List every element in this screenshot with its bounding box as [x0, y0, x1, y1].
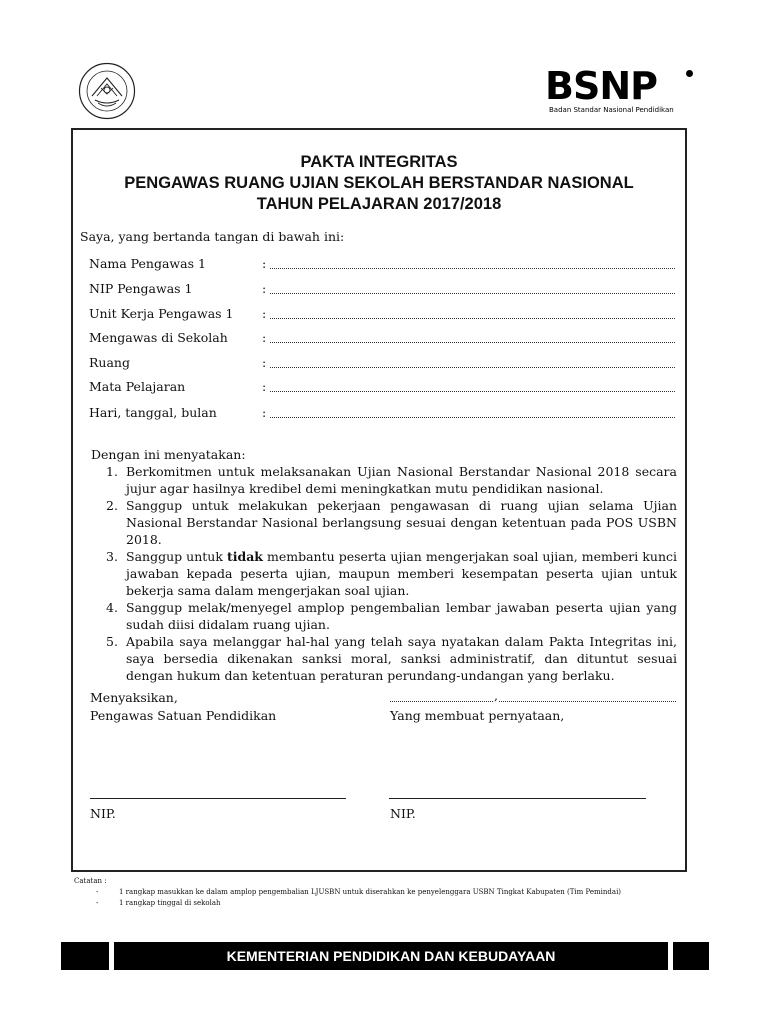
list-item	[91, 463, 677, 497]
list-item-number: 4.	[106, 600, 118, 615]
bsnp-logo-subtitle: Badan Standar Nasional Pendidikan	[549, 106, 674, 114]
maker-nip-label: NIP.	[390, 806, 416, 821]
list-item-text: Apabila saya melanggar hal-hal yang telah saya nyatakan dalam Pakta Integritas ini, saya bersedia dikenakan sanksi moral, sanksi administratif, dan dituntut sesuai dengan hukum dan ketentuan peraturan perundang-undangan yang berlaku.	[126, 634, 677, 683]
list-item-number: 3.	[106, 549, 118, 564]
witness-role: Pengawas Satuan Pendidikan	[90, 708, 277, 723]
list-item-number: 2.	[106, 498, 118, 513]
document-title	[71, 152, 687, 215]
notes-heading: Catatan :	[74, 877, 107, 885]
statement-list	[91, 463, 677, 684]
field-input-line[interactable]	[270, 417, 675, 418]
list-item-text: Sanggup melak/menyegel amplop pengembalian lembar jawaban peserta ujian yang sudah diisi didalam ruang ujian.	[126, 600, 677, 632]
title-line-2: PENGAWAS RUANG UJIAN SEKOLAH BERSTANDAR NASIONAL	[124, 174, 634, 192]
title-line-3: TAHUN PELAJARAN 2017/2018	[256, 195, 502, 213]
field-colon: :	[262, 256, 267, 271]
note-dash: -	[96, 888, 99, 896]
maker-block	[390, 689, 676, 725]
note-item	[74, 887, 621, 898]
date-input-line[interactable]	[499, 701, 676, 702]
field-nip-pengawas	[89, 281, 677, 301]
bsnp-logo-word: BSNP	[545, 64, 657, 108]
field-label: Nama Pengawas 1	[89, 256, 206, 271]
field-input-line[interactable]	[270, 367, 675, 368]
notes-section	[74, 876, 621, 909]
list-item-number: 5.	[106, 634, 118, 649]
field-colon: :	[262, 330, 267, 345]
note-text: 1 rangkap tinggal di sekolah	[119, 899, 221, 907]
list-item-text-bold: tidak	[226, 549, 263, 564]
witness-block	[90, 689, 276, 725]
field-mata-pelajaran	[89, 379, 677, 399]
list-item-number: 1.	[106, 464, 118, 479]
bsnp-logo-dot-icon	[686, 70, 693, 77]
field-label: Hari, tanggal, bulan	[89, 405, 217, 420]
field-unit-kerja	[89, 306, 677, 326]
field-input-line[interactable]	[270, 342, 675, 343]
tut-wuri-handayani-seal	[78, 62, 136, 120]
field-colon: :	[262, 379, 267, 394]
field-nama-pengawas	[89, 256, 677, 276]
field-ruang	[89, 355, 677, 375]
field-input-line[interactable]	[270, 391, 675, 392]
bsnp-logo	[545, 66, 693, 120]
field-label: NIP Pengawas 1	[89, 281, 193, 296]
list-item-text: Berkomitmen untuk melaksanakan Ujian Nasional Berstandar Nasional 2018 secara jujur agar hasilnya kredibel demi meningkatkan mutu pendidikan nasional.	[126, 464, 677, 496]
witness-signature-line[interactable]	[90, 798, 346, 799]
place-date-comma: ,	[494, 688, 498, 703]
place-input-line[interactable]	[390, 701, 493, 702]
list-item-text-post: membantu peserta ujian mengerjakan soal ujian, memberi kunci jawaban kepada peserta ujian, maupun memberi kesempatan peserta ujian untuk bekerja sama dalam mengerjakan soal ujian.	[126, 549, 677, 598]
maker-signature-line[interactable]	[389, 798, 646, 799]
witness-nip-label: NIP.	[90, 806, 116, 821]
maker-label: Yang membuat pernyataan,	[390, 708, 565, 723]
field-colon: :	[262, 405, 267, 420]
list-item	[91, 633, 677, 684]
list-item	[91, 497, 677, 548]
list-item-text-pre: Sanggup untuk	[126, 549, 227, 564]
field-input-line[interactable]	[270, 318, 675, 319]
list-item	[91, 599, 677, 633]
field-hari-tanggal	[89, 405, 677, 425]
field-input-line[interactable]	[270, 293, 675, 294]
field-colon: :	[262, 355, 267, 370]
field-colon: :	[262, 281, 267, 296]
note-dash: -	[96, 899, 99, 907]
title-line-1: PAKTA INTEGRITAS	[300, 153, 458, 171]
intro-text: Saya, yang bertanda tangan di bawah ini:	[80, 229, 345, 244]
list-item-text: Sanggup untuk melakukan pekerjaan pengawasan di ruang ujian selama Ujian Nasional Berstandar Nasional berlangsung sesuai dengan ketentuan pada POS USBN 2018.	[126, 498, 677, 547]
place-date-field[interactable]	[390, 689, 676, 702]
field-colon: :	[262, 306, 267, 321]
field-label: Mata Pelajaran	[89, 379, 186, 394]
footer-bar-left	[61, 942, 109, 970]
list-item	[91, 548, 677, 599]
note-item	[74, 898, 621, 909]
witness-label: Menyaksikan,	[90, 690, 178, 705]
field-input-line[interactable]	[270, 268, 675, 269]
footer-bar-right	[673, 942, 709, 970]
field-mengawas-sekolah	[89, 330, 677, 350]
field-label: Mengawas di Sekolah	[89, 330, 228, 345]
statement-intro: Dengan ini menyatakan:	[91, 447, 246, 462]
field-label: Ruang	[89, 355, 130, 370]
field-label: Unit Kerja Pengawas 1	[89, 306, 234, 321]
note-text: 1 rangkap masukkan ke dalam amplop pengembalian LJUSBN untuk diserahkan ke penyelenggara USBN Tingkat Kabupaten (Tim Pemindai)	[119, 888, 622, 896]
footer-ministry-name: KEMENTERIAN PENDIDIKAN DAN KEBUDAYAAN	[226, 948, 556, 964]
